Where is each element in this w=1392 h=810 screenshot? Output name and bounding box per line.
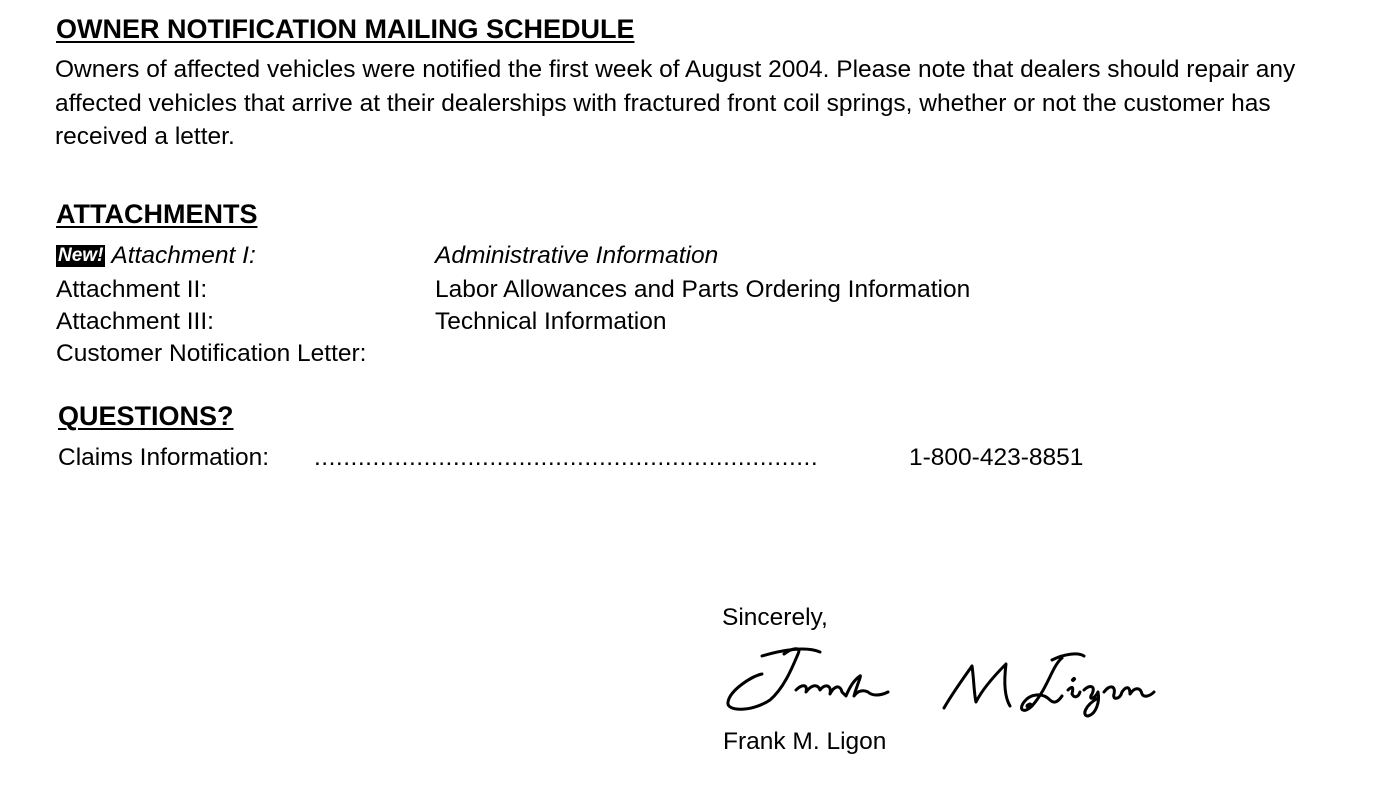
attachments-heading: ATTACHMENTS [56,199,258,229]
claims-phone-number: 1-800-423-8851 [909,444,1084,471]
attachment-label-text: Attachment III: [56,308,214,335]
attachment-label [56,241,256,271]
attachment-label-text: Attachment I: [111,242,256,269]
questions-heading: QUESTIONS? [58,401,234,431]
attachment-label-text: Customer Notification Letter: [56,340,367,367]
dot-leader: ..................................................................... [314,444,819,471]
new-badge: New! [58,245,104,266]
attachment-description: Technical Information [435,308,667,335]
attachment-description: Labor Allowances and Parts Ordering Information [435,276,971,303]
closing-salutation: Sincerely, [722,604,828,631]
attachment-description: Administrative Information [435,242,719,269]
handwritten-signature [722,640,1162,720]
attachment-label-text: Attachment II: [56,276,208,303]
claims-information-label: Claims Information: [58,444,270,471]
signer-name: Frank M. Ligon [723,728,887,755]
owner-notification-heading: OWNER NOTIFICATION MAILING SCHEDULE [56,14,635,44]
claims-information-row [58,442,1118,474]
owner-notification-text: Owners of affected vehicles were notified the first week of August 2004. Please note that dealers should repair any affected vehicles that arrive at their dealerships with fractured front coil springs, whether or not the customer has received a letter. [55,56,1296,150]
